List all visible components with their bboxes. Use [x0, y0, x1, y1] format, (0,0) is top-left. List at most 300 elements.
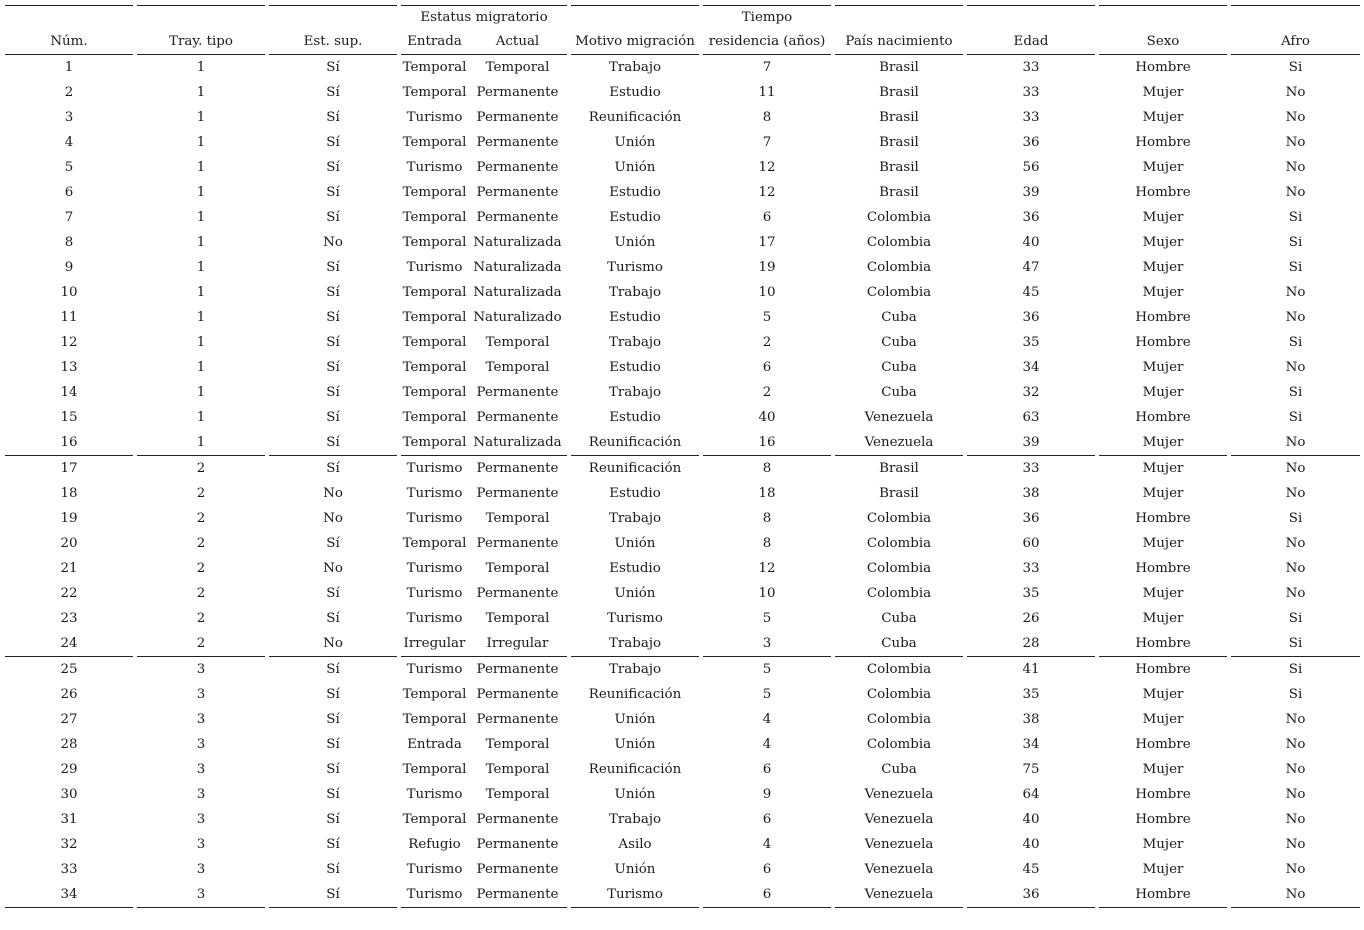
cell-motivo: Asilo [618, 837, 652, 852]
cell-sexo: Mujer [1142, 611, 1184, 626]
cell-tiempo: 4 [762, 837, 772, 852]
cell-tray: 3 [137, 882, 265, 908]
cell-tray: 1 [196, 160, 206, 175]
table-row [5, 707, 1360, 732]
cell-sexo: Hombre [1099, 657, 1227, 683]
cell-sexo: Mujer [1142, 260, 1184, 275]
cell-pais: Colombia [866, 235, 932, 250]
cell-afro: No [1285, 586, 1306, 601]
table-row [5, 380, 1360, 405]
cell-motivo: Trabajo [571, 657, 699, 683]
cell-entrada: Temporal [402, 410, 467, 425]
cell-pais: Cuba [881, 636, 917, 651]
cell-num: 7 [64, 210, 74, 225]
cell-sexo: Mujer [1142, 210, 1184, 225]
cell-actual: Permanente [476, 586, 559, 601]
header-est-top [269, 6, 397, 31]
cell-tiempo: 7 [762, 135, 772, 150]
cell-afro: Si [1288, 410, 1303, 425]
cell-tiempo: 2 [762, 335, 772, 350]
cell-entrada: Temporal [402, 185, 467, 200]
cell-est: Sí [326, 210, 340, 225]
cell-motivo: Trabajo [608, 812, 662, 827]
cell-edad: 33 [1022, 85, 1040, 100]
cell-sexo: Hombre [1135, 185, 1191, 200]
cell-afro: Si [1288, 687, 1303, 702]
cell-num: 18 [60, 486, 78, 501]
cell-tray: 1 [196, 110, 206, 125]
cell-afro: Si [1288, 210, 1303, 225]
cell-tray: 2 [196, 486, 206, 501]
cell-motivo: Estudio [609, 486, 661, 501]
cell-entrada: Temporal [402, 60, 467, 75]
cell-actual: Permanente [476, 110, 559, 125]
cell-tiempo: 6 [762, 360, 772, 375]
cell-est: Sí [326, 787, 340, 802]
cell-edad: 41 [967, 657, 1095, 683]
cell-pais: Colombia [866, 586, 932, 601]
cell-num: 14 [60, 385, 78, 400]
cell-edad: 36 [1022, 511, 1040, 526]
cell-actual: Temporal [485, 611, 550, 626]
header-pais: País nacimiento [835, 30, 963, 55]
cell-afro: No [1285, 561, 1306, 576]
cell-est: Sí [326, 310, 340, 325]
cell-motivo: Estudio [609, 410, 661, 425]
cell-actual: Permanente [476, 837, 559, 852]
cell-entrada: Irregular [403, 636, 466, 651]
cell-est: Sí [326, 611, 340, 626]
cell-pais: Brasil [879, 185, 919, 200]
cell-sexo: Hombre [1135, 335, 1191, 350]
cell-afro: No [1285, 85, 1306, 100]
cell-actual: Permanente [476, 210, 559, 225]
cell-entrada: Temporal [402, 335, 467, 350]
cell-tray: 1 [196, 85, 206, 100]
table-row [5, 832, 1360, 857]
cell-motivo: Unión [614, 586, 656, 601]
cell-motivo: Unión [614, 737, 656, 752]
cell-tray: 1 [196, 310, 206, 325]
cell-tiempo: 10 [758, 586, 776, 601]
cell-sexo: Mujer [1142, 862, 1184, 877]
cell-num: 20 [60, 536, 78, 551]
cell-est: Sí [326, 360, 340, 375]
cell-pais: Colombia [835, 657, 963, 683]
cell-edad: 34 [1022, 360, 1040, 375]
cell-tiempo: 8 [762, 511, 772, 526]
cell-actual: Naturalizada [473, 285, 562, 300]
table-row [5, 732, 1360, 757]
cell-entrada: Turismo [406, 611, 463, 626]
cell-sexo: Hombre [1099, 882, 1227, 908]
cell-tiempo: 8 [703, 456, 831, 482]
cell-edad: 35 [1022, 335, 1040, 350]
cell-edad: 36 [1022, 135, 1040, 150]
table-row [5, 807, 1360, 832]
cell-num: 2 [64, 85, 74, 100]
cell-sexo: Hombre [1135, 310, 1191, 325]
cell-afro: Si [1288, 335, 1303, 350]
cell-sexo: Mujer [1142, 85, 1184, 100]
cell-motivo: Trabajo [608, 385, 662, 400]
cell-tiempo: 6 [762, 862, 772, 877]
cell-actual: Permanente [476, 135, 559, 150]
cell-edad: 35 [1022, 586, 1040, 601]
cell-num: 30 [60, 787, 78, 802]
cell-motivo: Unión [614, 862, 656, 877]
cell-actual: Naturalizada [473, 435, 562, 450]
cell-afro: No [1285, 360, 1306, 375]
cell-pais: Venezuela [864, 862, 934, 877]
cell-actual: Temporal [485, 60, 550, 75]
cell-tray: 1 [196, 60, 206, 75]
cell-entrada: Temporal [402, 762, 467, 777]
cell-num: 12 [60, 335, 78, 350]
table-row [5, 105, 1360, 130]
cell-edad: 36 [1022, 310, 1040, 325]
table-row [5, 180, 1360, 205]
cell-est: No [323, 235, 343, 250]
cell-tiempo: 8 [762, 110, 772, 125]
cell-sexo: Mujer [1142, 235, 1184, 250]
cell-afro: No [1285, 712, 1306, 727]
cell-tiempo: 16 [758, 435, 776, 450]
cell-pais: Cuba [881, 335, 917, 350]
cell-actual: Permanente [476, 486, 559, 501]
header-row-top [5, 6, 1360, 31]
header-tiempo: residencia (años) [703, 30, 831, 55]
cell-est: Sí [326, 586, 340, 601]
cell-num: 10 [60, 285, 78, 300]
cell-tray: 1 [196, 410, 206, 425]
cell-actual: Temporal [485, 335, 550, 350]
cell-tray: 3 [137, 657, 265, 683]
cell-num: 3 [64, 110, 74, 125]
cell-num: 9 [64, 260, 74, 275]
cell-tray: 3 [196, 787, 206, 802]
table-row [5, 882, 1360, 908]
cell-tray: 2 [196, 561, 206, 576]
cell-est: Sí [326, 862, 340, 877]
cell-tray: 1 [196, 285, 206, 300]
table-row [5, 280, 1360, 305]
cell-est: Sí [326, 60, 340, 75]
cell-num: 6 [64, 185, 74, 200]
cell-tiempo: 2 [762, 385, 772, 400]
cell-tray: 1 [196, 135, 206, 150]
cell-tiempo: 11 [758, 85, 776, 100]
header-sexo-top [1099, 6, 1227, 31]
cell-pais: Colombia [866, 712, 932, 727]
cell-tray: 1 [196, 260, 206, 275]
cell-sexo: Hombre [1135, 410, 1191, 425]
cell-motivo: Estudio [609, 360, 661, 375]
cell-afro: Si [1288, 611, 1303, 626]
cell-tiempo: 40 [758, 410, 776, 425]
cell-motivo: Estudio [609, 310, 661, 325]
cell-motivo: Unión [614, 712, 656, 727]
cell-afro: No [1285, 862, 1306, 877]
cell-edad: 39 [1022, 185, 1040, 200]
cell-sexo: Hombre [1135, 561, 1191, 576]
cell-num: 21 [60, 561, 78, 576]
table-row [5, 556, 1360, 581]
cell-tiempo: 6 [703, 882, 831, 908]
cell-tiempo: 4 [762, 712, 772, 727]
cell-actual: Permanente [476, 160, 559, 175]
cell-edad: 26 [1022, 611, 1040, 626]
cell-tray: 3 [196, 862, 206, 877]
cell-sexo: Hombre [1135, 787, 1191, 802]
cell-motivo: Trabajo [608, 636, 662, 651]
cell-afro: No [1231, 882, 1360, 908]
cell-edad: 28 [1022, 636, 1040, 651]
cell-est: Sí [326, 260, 340, 275]
cell-actual: Naturalizada [473, 235, 562, 250]
cell-entrada: Temporal [402, 385, 467, 400]
header-afro-top [1231, 6, 1360, 31]
cell-num: 17 [5, 456, 133, 482]
cell-motivo: Unión [614, 536, 656, 551]
cell-entrada: Turismo [406, 561, 463, 576]
cell-pais: Cuba [881, 611, 917, 626]
cell-est: Sí [326, 435, 340, 450]
cell-sexo: Mujer [1142, 385, 1184, 400]
cell-edad: 36 [1022, 210, 1040, 225]
cell-tiempo: 6 [762, 210, 772, 225]
cell-est: Sí [326, 687, 340, 702]
cell-num: 22 [60, 586, 78, 601]
cell-pais: Venezuela [864, 410, 934, 425]
cell-est: Sí [326, 185, 340, 200]
table-row [5, 857, 1360, 882]
cell-est: No [323, 486, 343, 501]
cell-est: Sí [326, 712, 340, 727]
cell-sexo: Mujer [1142, 110, 1184, 125]
cell-afro: No [1285, 285, 1306, 300]
cell-tiempo: 6 [762, 812, 772, 827]
cell-entrada: Turismo [401, 657, 468, 683]
cell-tiempo: 10 [758, 285, 776, 300]
table-row [5, 757, 1360, 782]
cell-entrada: Turismo [401, 882, 468, 908]
cell-entrada: Temporal [402, 687, 467, 702]
cell-afro: Si [1288, 60, 1303, 75]
cell-tray: 3 [196, 837, 206, 852]
cell-afro: Si [1288, 385, 1303, 400]
cell-entrada: Turismo [406, 787, 463, 802]
cell-actual: Temporal [485, 360, 550, 375]
header-entrada: Entrada [401, 30, 468, 55]
cell-entrada: Temporal [402, 285, 467, 300]
cell-num: 31 [60, 812, 78, 827]
header-status-group: Estatus migratorio [401, 6, 567, 31]
cell-entrada: Turismo [406, 260, 463, 275]
cell-tray: 2 [196, 636, 206, 651]
cell-pais: Brasil [879, 160, 919, 175]
cell-motivo: Unión [614, 135, 656, 150]
cell-actual: Permanente [476, 862, 559, 877]
cell-tray: 3 [196, 762, 206, 777]
cell-actual: Permanente [468, 657, 567, 683]
cell-tray: 1 [196, 335, 206, 350]
cell-tiempo: 9 [762, 787, 772, 802]
cell-tray: 3 [196, 687, 206, 702]
cell-edad: 40 [1022, 837, 1040, 852]
cell-edad: 36 [967, 882, 1095, 908]
cell-afro: No [1285, 135, 1306, 150]
table-row [5, 205, 1360, 230]
cell-tiempo: 18 [758, 486, 776, 501]
cell-motivo: Reunificación [588, 435, 682, 450]
cell-actual: Permanente [476, 385, 559, 400]
cell-tray: 3 [196, 737, 206, 752]
cell-actual: Permanente [476, 85, 559, 100]
cell-actual: Permanente [476, 687, 559, 702]
cell-afro: No [1285, 787, 1306, 802]
header-row [5, 30, 1360, 55]
cell-entrada: Temporal [402, 235, 467, 250]
cell-pais: Colombia [866, 561, 932, 576]
cell-motivo: Trabajo [608, 285, 662, 300]
cell-pais: Venezuela [864, 812, 934, 827]
cell-sexo: Mujer [1142, 837, 1184, 852]
cell-edad: 38 [1022, 712, 1040, 727]
table-row [5, 606, 1360, 631]
header-num-top [5, 6, 133, 31]
cell-num: 19 [60, 511, 78, 526]
cell-est: Sí [326, 410, 340, 425]
cell-num: 15 [60, 410, 78, 425]
cell-motivo: Unión [614, 235, 656, 250]
header-tiempo-top: Tiempo [703, 6, 831, 31]
cell-edad: 47 [1022, 260, 1040, 275]
cell-actual: Permanente [476, 812, 559, 827]
cell-tiempo: 5 [762, 687, 772, 702]
cell-motivo: Turismo [607, 611, 663, 626]
cell-tiempo: 5 [762, 611, 772, 626]
cell-est: Sí [269, 456, 397, 482]
cell-est: Sí [326, 160, 340, 175]
cell-sexo: Hombre [1135, 812, 1191, 827]
cell-est: Sí [326, 762, 340, 777]
cell-tray: 1 [196, 435, 206, 450]
cell-num: 1 [64, 60, 74, 75]
cell-num: 23 [60, 611, 78, 626]
cell-motivo: Turismo [607, 260, 663, 275]
table-row [5, 230, 1360, 255]
cell-actual: Permanente [468, 882, 567, 908]
cell-est: Sí [326, 85, 340, 100]
cell-entrada: Turismo [406, 160, 463, 175]
cell-motivo: Trabajo [608, 511, 662, 526]
cell-est: Sí [326, 812, 340, 827]
cell-num: 28 [60, 737, 78, 752]
cell-afro: No [1285, 536, 1306, 551]
header-motivo-top [571, 6, 699, 31]
cell-tiempo: 12 [758, 185, 776, 200]
table-row [5, 682, 1360, 707]
cell-est: Sí [326, 737, 340, 752]
cell-actual: Permanente [468, 456, 567, 482]
cell-edad: 33 [1022, 60, 1040, 75]
cell-num: 13 [60, 360, 78, 375]
cell-tray: 1 [196, 235, 206, 250]
cell-num: 5 [64, 160, 74, 175]
cell-afro: No [1231, 456, 1360, 482]
cell-pais: Cuba [881, 310, 917, 325]
cell-motivo: Trabajo [608, 335, 662, 350]
cell-sexo: Hombre [1135, 636, 1191, 651]
table-row [5, 305, 1360, 330]
cell-actual: Naturalizado [473, 310, 562, 325]
cell-entrada: Turismo [406, 862, 463, 877]
cell-actual: Permanente [476, 185, 559, 200]
cell-entrada: Temporal [402, 310, 467, 325]
cell-entrada: Temporal [402, 85, 467, 100]
cell-afro: No [1285, 486, 1306, 501]
cell-tray: 3 [196, 712, 206, 727]
table-row [5, 657, 1360, 683]
cell-sexo: Mujer [1142, 435, 1184, 450]
cell-entrada: Temporal [402, 360, 467, 375]
cell-tiempo: 12 [758, 160, 776, 175]
cell-sexo: Mujer [1099, 456, 1227, 482]
cell-motivo: Trabajo [608, 60, 662, 75]
cell-tiempo: 5 [703, 657, 831, 683]
cell-pais: Brasil [879, 85, 919, 100]
cell-motivo: Estudio [609, 185, 661, 200]
cell-tiempo: 5 [762, 310, 772, 325]
table-row [5, 55, 1360, 81]
cell-edad: 45 [1022, 285, 1040, 300]
cell-est: Sí [326, 536, 340, 551]
header-tray-top [137, 6, 265, 31]
cell-tray: 2 [137, 456, 265, 482]
cell-entrada: Turismo [406, 486, 463, 501]
cell-pais: Venezuela [864, 435, 934, 450]
header-num: Núm. [5, 30, 133, 55]
table-row [5, 405, 1360, 430]
cell-num: 33 [60, 862, 78, 877]
cell-actual: Temporal [485, 737, 550, 752]
table-body [5, 55, 1360, 908]
table-row [5, 130, 1360, 155]
cell-entrada: Refugio [408, 837, 461, 852]
cell-num: 26 [60, 687, 78, 702]
cell-num: 32 [60, 837, 78, 852]
cell-afro: Si [1288, 636, 1303, 651]
cell-afro: No [1285, 812, 1306, 827]
cell-tray: 1 [196, 360, 206, 375]
cell-entrada: Turismo [406, 511, 463, 526]
cell-entrada: Temporal [402, 435, 467, 450]
cell-est: Sí [326, 110, 340, 125]
cell-actual: Permanente [476, 712, 559, 727]
cell-sexo: Mujer [1142, 536, 1184, 551]
cell-entrada: Temporal [402, 135, 467, 150]
cell-sexo: Mujer [1142, 285, 1184, 300]
table-row [5, 506, 1360, 531]
cell-afro: No [1285, 160, 1306, 175]
header-pais-top [835, 6, 963, 31]
cell-edad: 33 [1022, 110, 1040, 125]
cell-est: No [323, 511, 343, 526]
cell-est: Sí [326, 285, 340, 300]
cell-tray: 1 [196, 185, 206, 200]
cell-sexo: Mujer [1142, 360, 1184, 375]
